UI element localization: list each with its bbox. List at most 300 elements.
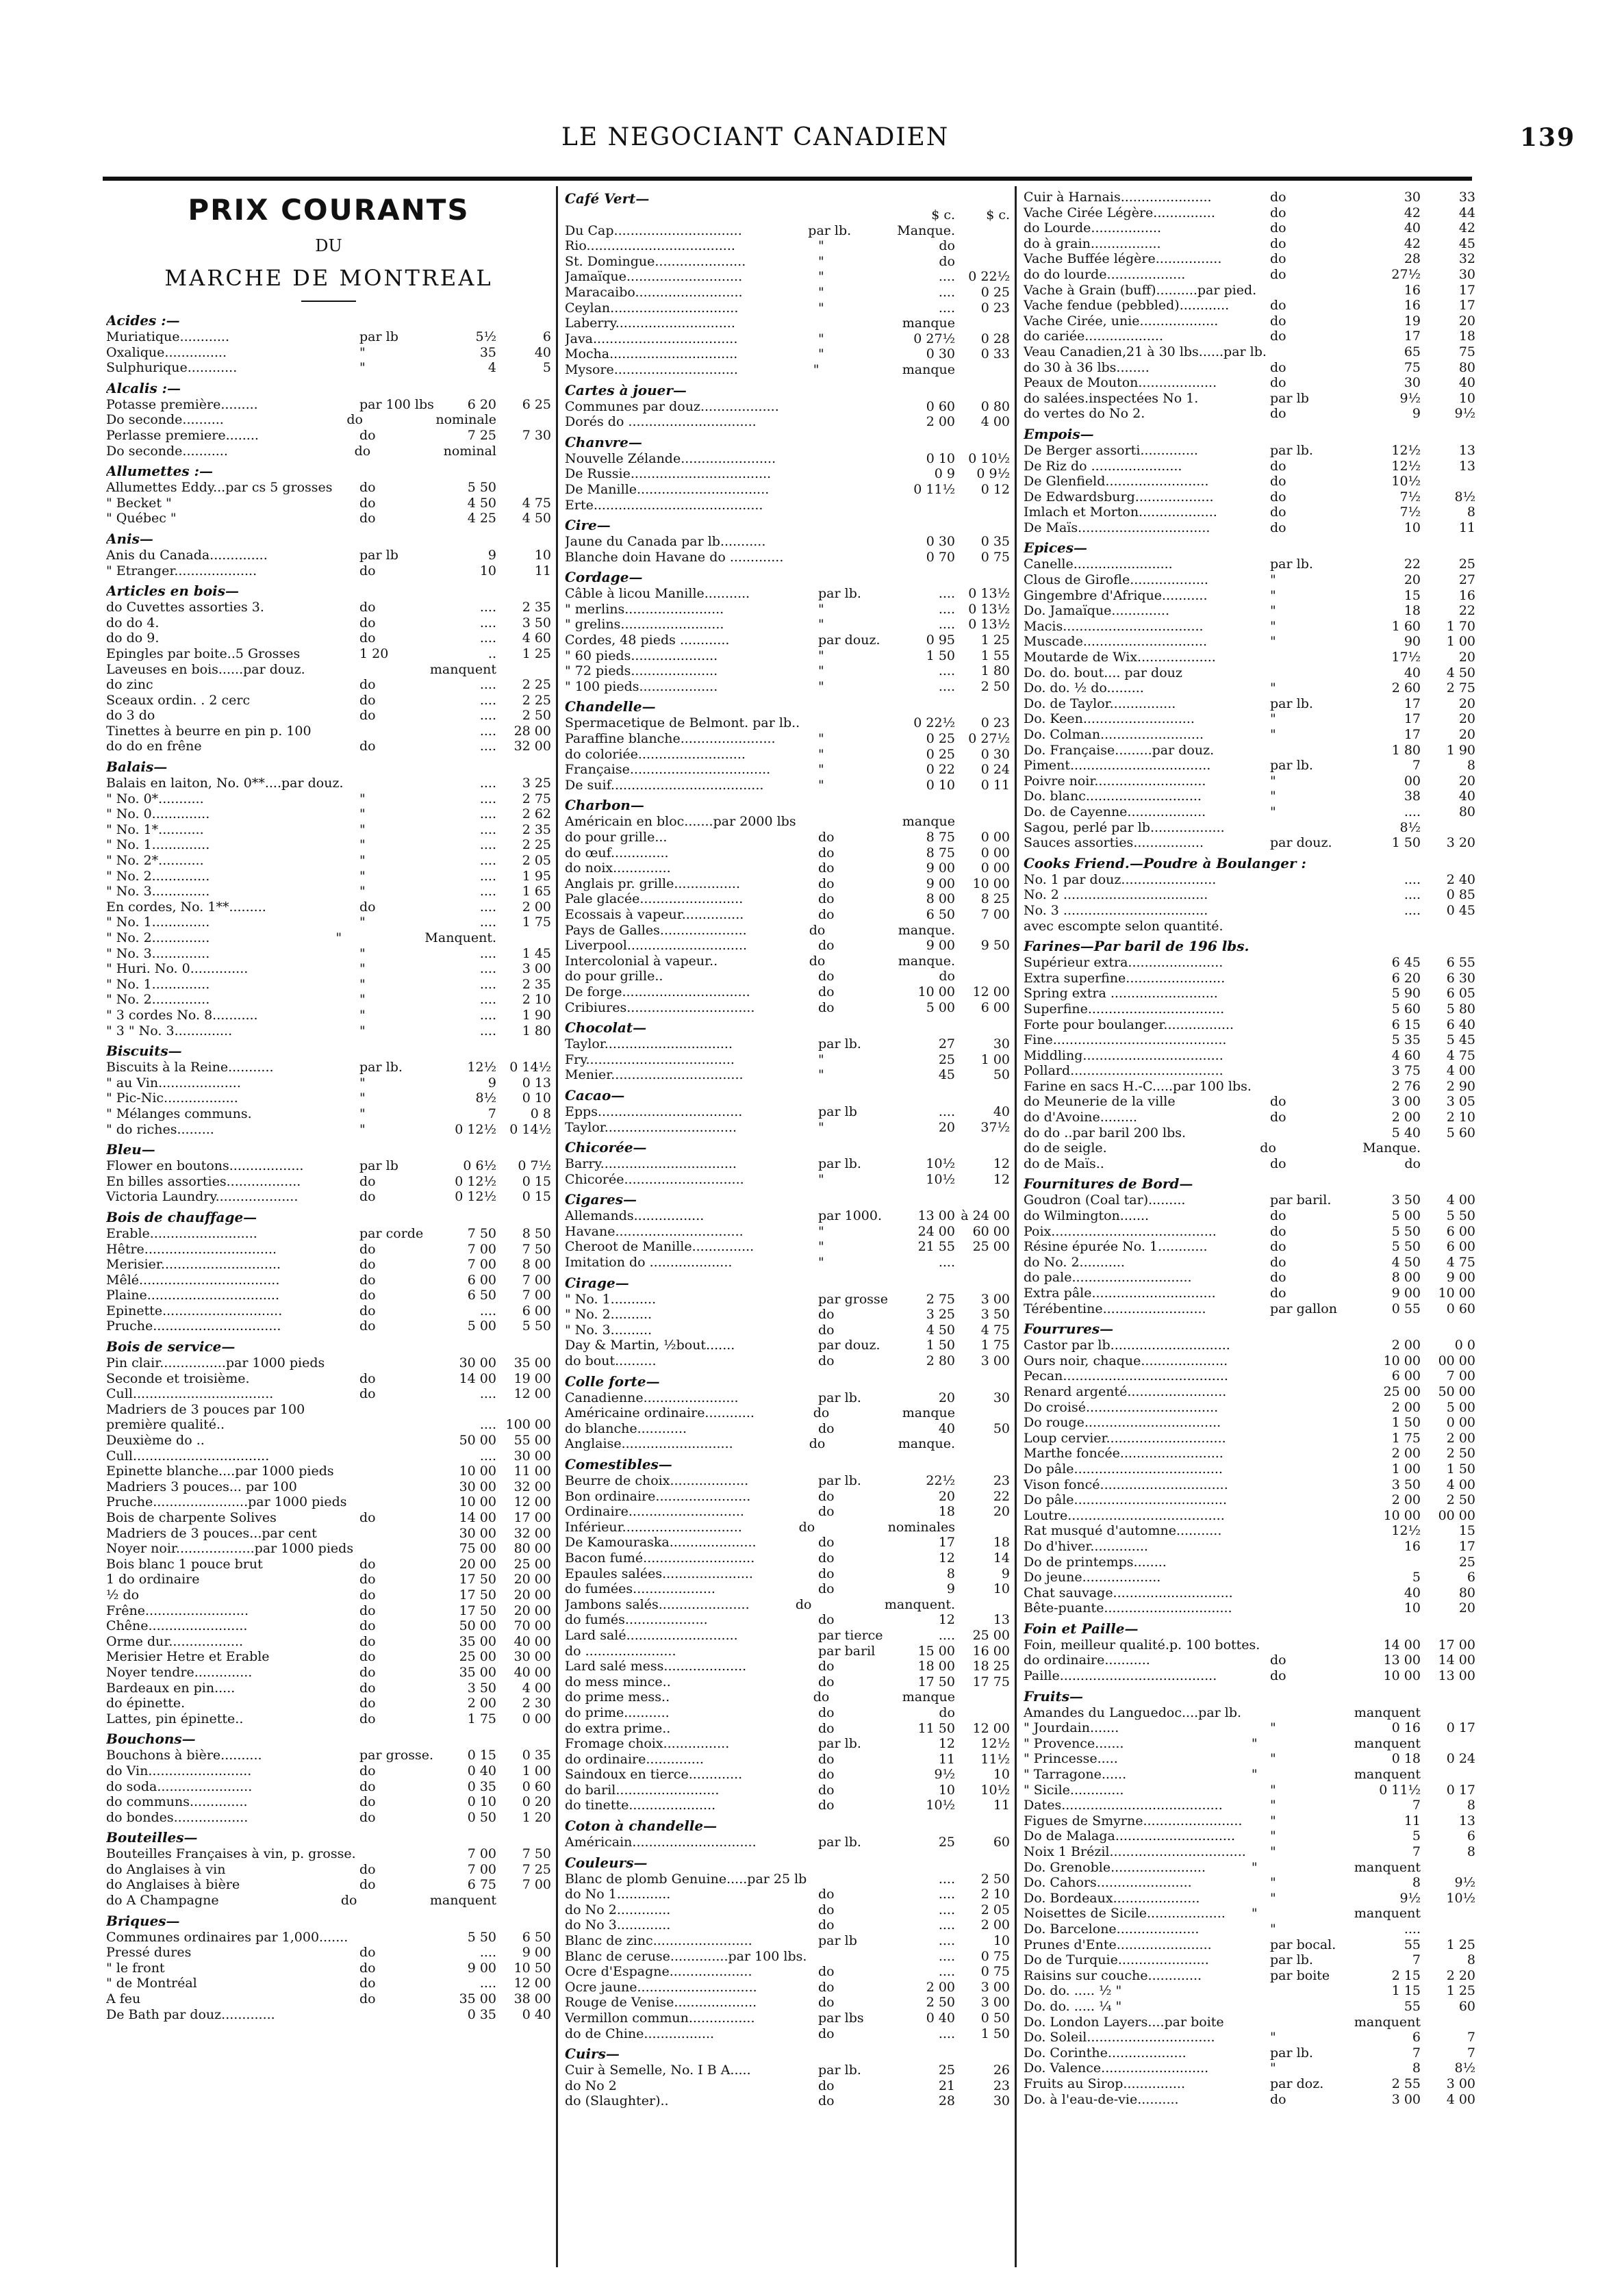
item-unit: do: [1270, 1286, 1286, 1301]
item-label: Do. Corinthe...................: [1024, 2045, 1187, 2061]
price-low: manquent: [1354, 1859, 1421, 1875]
price-high: 9½: [1454, 1875, 1475, 1891]
item-label: do do 9.: [106, 630, 160, 646]
item-label: Muscade..............................: [1024, 634, 1208, 650]
item-label: Rat musqué d'automne...........: [1024, 1523, 1222, 1539]
price-low: ....: [479, 992, 496, 1008]
price-row: [1024, 2061, 1475, 2076]
price-row: [1024, 489, 1475, 505]
price-high: 0 40: [522, 2006, 551, 2022]
price-low: 00: [1404, 773, 1421, 789]
item-unit: par grosse: [818, 1291, 889, 1307]
price-row: [565, 1520, 1010, 1535]
section-heading: Fruits—: [1024, 1687, 1084, 1705]
section-heading: Bouteilles—: [106, 1829, 198, 1846]
item-unit: ": [818, 762, 824, 778]
item-label: Ceylan...............................: [565, 300, 739, 316]
item-unit: do: [818, 1917, 835, 1933]
item-label: Do. Bordeaux.....................: [1024, 1890, 1200, 1906]
item-label: do Anglaises à vin: [106, 1861, 226, 1877]
price-low: 6 20: [467, 396, 496, 412]
price-high: 23: [993, 2078, 1010, 2093]
price-high: 25 00: [513, 1556, 551, 1572]
price-high: 00 00: [1438, 1353, 1475, 1368]
item-label: Vache Buffée légère................: [1024, 251, 1222, 267]
item-label: 1 do ordinaire: [106, 1572, 200, 1587]
price-high: 13: [1458, 1813, 1475, 1828]
price-low: 42: [1404, 205, 1421, 220]
price-row: [106, 345, 551, 361]
price-low: 8 00: [926, 891, 955, 907]
item-unit: par 1000.: [818, 1208, 883, 1224]
price-low: 0 40: [926, 2011, 955, 2026]
item-label: Do de Turquie......................: [1024, 1952, 1209, 1968]
price-low: 18 00: [917, 1659, 955, 1674]
item-label: do cariée...................: [1024, 329, 1164, 344]
price-high: 25: [1458, 1554, 1475, 1570]
price-low: 12: [938, 1612, 955, 1628]
price-high: 17 00: [1438, 1637, 1475, 1653]
price-high: 4 75: [522, 495, 551, 511]
price-row: [565, 1504, 1010, 1520]
price-section: [106, 1338, 551, 1726]
price-low: 10 00: [1383, 1507, 1421, 1523]
item-unit: ": [818, 253, 824, 269]
price-row: [106, 1371, 551, 1387]
item-label: Imitation do ....................: [565, 1255, 733, 1271]
price-high: 6 30: [1446, 970, 1475, 986]
item-unit: ": [1270, 634, 1276, 650]
price-row: [565, 1338, 1010, 1353]
item-label: " Québec ": [106, 511, 177, 526]
price-low: 17: [1404, 711, 1421, 727]
item-unit: ": [359, 1106, 366, 1121]
price-high: 0 25: [980, 284, 1010, 300]
item-label: do Lourde.................: [1024, 220, 1162, 236]
price-low: 28: [1404, 251, 1421, 267]
price-row: [1024, 665, 1475, 681]
price-high: 10: [1458, 390, 1475, 406]
item-unit: par lb.: [1270, 2045, 1313, 2061]
item-unit: do: [359, 677, 376, 693]
item-label: Do. Cahors.......................: [1024, 1875, 1192, 1891]
price-row: [565, 969, 1010, 984]
price-section: [565, 190, 1010, 378]
price-row: [106, 1402, 551, 1418]
price-row: [106, 1226, 551, 1242]
price-low: 2 80: [926, 1353, 955, 1369]
price-high: 9 00: [1446, 1270, 1475, 1286]
price-high: 25: [1458, 557, 1475, 572]
item-unit: do: [818, 845, 835, 860]
price-row: [1024, 1906, 1475, 1922]
price-low: 7: [1412, 2045, 1421, 2061]
item-label: Anglaise...........................: [565, 1436, 733, 1452]
price-low: 40: [938, 1420, 955, 1436]
item-unit: ": [1270, 572, 1276, 588]
price-high: 20: [1458, 650, 1475, 665]
price-row: [1024, 1415, 1475, 1431]
price-low: ....: [938, 1933, 955, 1949]
price-row: [565, 1783, 1010, 1798]
item-label: do de seigle.: [1024, 1140, 1107, 1156]
price-high: 2 20: [1446, 1967, 1475, 1983]
item-unit: do: [813, 1689, 830, 1705]
price-row: [1024, 2092, 1475, 2108]
item-label: Jambons salés......................: [565, 1596, 750, 1612]
price-row: [106, 630, 551, 646]
price-row: [106, 1810, 551, 1826]
price-row: [1024, 1653, 1475, 1668]
price-row: [1024, 505, 1475, 520]
price-high: 5 80: [1446, 1001, 1475, 1017]
price-row: [1024, 360, 1475, 376]
item-label: Extra superfine........................: [1024, 970, 1226, 986]
price-row: [565, 1721, 1010, 1737]
price-row: [1024, 1017, 1475, 1033]
price-high: 0 30: [980, 746, 1010, 762]
price-row: [565, 2026, 1010, 2042]
column-rule-2: [1015, 186, 1017, 2267]
price-low: 10 00: [1383, 1668, 1421, 1684]
price-row: [106, 1189, 551, 1205]
price-low: 21 55: [917, 1239, 955, 1255]
price-low: 17: [1404, 329, 1421, 344]
price-low: 2 00: [926, 414, 955, 430]
item-unit: do: [818, 2093, 835, 2109]
price-low: 0 70: [926, 549, 955, 565]
price-row: [1024, 314, 1475, 329]
item-unit: do: [1270, 406, 1286, 422]
price-low: 30 00: [459, 1355, 496, 1371]
item-label: Peaux de Mouton...................: [1024, 375, 1217, 391]
item-unit: do: [359, 615, 376, 630]
item-label: De Riz do ......................: [1024, 458, 1182, 474]
price-row: [1024, 986, 1475, 1002]
section-heading: Fournitures de Bord—: [1024, 1175, 1193, 1192]
price-low: 0 12½: [455, 1173, 496, 1189]
price-high: 12 00: [972, 1720, 1010, 1736]
price-low: 25: [938, 1051, 955, 1067]
item-unit: ": [818, 346, 824, 362]
item-label: Cordes, 48 pieds ............: [565, 633, 730, 648]
price-row: [565, 954, 1010, 969]
price-high: 60: [1458, 1998, 1475, 2014]
price-row: [565, 1767, 1010, 1783]
price-low: 5 40: [1391, 1125, 1421, 1140]
price-high: 2 00: [980, 1917, 1010, 1933]
price-row: [106, 600, 551, 615]
price-high: 0 75: [980, 1948, 1010, 1964]
item-unit: ": [359, 791, 366, 806]
price-high: 1 25: [522, 646, 551, 661]
item-label: Veau Canadien,21 à 30 lbs......par lb.: [1024, 344, 1267, 359]
price-high: 0 23: [980, 715, 1010, 731]
price-row: [565, 2093, 1010, 2109]
price-high: 5: [542, 360, 551, 376]
price-row: [1024, 572, 1475, 588]
price-low: 14 00: [1383, 1637, 1421, 1653]
item-unit: par lb: [818, 1104, 857, 1119]
price-row: [565, 223, 1010, 239]
price-low: ....: [938, 284, 955, 300]
price-low: ....: [938, 269, 955, 285]
price-low: 40: [1404, 1585, 1421, 1600]
price-low: 17: [938, 1535, 955, 1551]
item-unit: par lb.: [1270, 1952, 1313, 1968]
price-low: 5 00: [467, 1318, 496, 1334]
price-low: ....: [938, 1964, 955, 1980]
price-high: 2 50: [980, 1871, 1010, 1887]
price-low: 17 50: [459, 1603, 496, 1618]
price-row: [106, 869, 551, 884]
item-unit: ": [359, 1075, 366, 1090]
item-label: Noisettes de Sicile...................: [1024, 1906, 1226, 1922]
price-row: [565, 1674, 1010, 1690]
price-high: $ c.: [986, 207, 1010, 222]
price-high: 16: [1458, 587, 1475, 603]
price-row: [1024, 1110, 1475, 1125]
item-label: Deuxième do ..: [106, 1433, 205, 1449]
price-row: [1024, 1446, 1475, 1462]
price-high: 2 62: [522, 806, 551, 822]
masthead-rule: [301, 301, 356, 302]
item-unit: par lb.: [1270, 758, 1313, 774]
price-row: [565, 1489, 1010, 1505]
price-high: 38 00: [513, 1991, 551, 2007]
item-unit: do: [818, 1504, 835, 1520]
price-high: 2 35: [522, 600, 551, 615]
price-low: ....: [479, 739, 496, 754]
item-unit: do: [1270, 235, 1286, 251]
price-row: [1024, 520, 1475, 536]
section-heading: Empois—: [1024, 425, 1094, 442]
item-label: Ours noir, chaque.....................: [1024, 1353, 1228, 1368]
item-label: Moutarde de Wix...................: [1024, 650, 1216, 665]
price-row: [106, 662, 551, 678]
price-section: [1024, 1320, 1475, 1616]
price-high: 8: [1467, 1798, 1475, 1813]
item-label: Mêlé..................................: [106, 1272, 280, 1288]
price-row: [565, 984, 1010, 1000]
price-high: 6 00: [522, 1303, 551, 1318]
item-unit: do: [818, 1488, 835, 1504]
price-high: 0 00: [980, 860, 1010, 876]
item-unit: do: [809, 922, 826, 938]
price-low: 20: [938, 1119, 955, 1135]
price-high: 100 00: [505, 1417, 551, 1433]
price-high: 17 00: [513, 1510, 551, 1525]
item-unit: do: [359, 1960, 376, 1976]
price-section: [106, 758, 551, 1038]
item-unit: par bocal.: [1270, 1937, 1336, 1952]
price-high: 9 50: [980, 938, 1010, 954]
price-low: 11 50: [917, 1720, 955, 1736]
price-high: 4 00: [1446, 1192, 1475, 1208]
item-unit: ": [1270, 711, 1276, 727]
price-row: [565, 762, 1010, 778]
price-low: 5 00: [1391, 1208, 1421, 1224]
price-row: [565, 466, 1010, 482]
price-row: [1024, 1523, 1475, 1539]
item-unit: par lb.: [1270, 442, 1313, 458]
price-row: [106, 961, 551, 977]
item-unit: par lb: [359, 547, 398, 563]
price-row: [106, 1433, 551, 1449]
price-low: ....: [479, 1303, 496, 1318]
item-unit: do: [1270, 1156, 1286, 1171]
price-high: 1 45: [522, 945, 551, 961]
price-high: 40: [534, 344, 551, 360]
price-low: 4: [487, 360, 496, 376]
price-row: [106, 1711, 551, 1727]
price-row: [565, 1902, 1010, 1918]
price-row: [1024, 1922, 1475, 1937]
item-unit: do: [359, 1649, 376, 1665]
price-low: 0 30: [926, 534, 955, 550]
item-label: Plaine................................: [106, 1288, 280, 1303]
item-label: De Bath par douz.............: [106, 2006, 275, 2022]
item-unit: ": [359, 821, 366, 837]
price-low: 5 00: [926, 999, 955, 1015]
price-high: 12 00: [513, 1494, 551, 1510]
price-low: manque: [902, 814, 955, 830]
price-low: manque: [902, 361, 955, 377]
item-unit: ": [1251, 1859, 1258, 1875]
price-row: [106, 739, 551, 754]
section-heading: Biscuits—: [106, 1043, 182, 1060]
item-label: Mysore..............................: [565, 361, 738, 377]
price-high: 4 00: [1446, 1477, 1475, 1492]
price-high: 1 55: [980, 648, 1010, 663]
item-label: do mess mince..: [565, 1674, 671, 1689]
item-label: Imlach et Morton...................: [1024, 505, 1217, 520]
price-row: [1024, 406, 1475, 422]
price-row: [1024, 835, 1475, 851]
price-low: 90: [1404, 634, 1421, 650]
price-row: [1024, 887, 1475, 903]
price-row: [565, 269, 1010, 285]
price-row: [1024, 1555, 1475, 1570]
price-low: manquent: [1354, 1906, 1421, 1922]
price-section: [565, 1373, 1010, 1452]
item-unit: par lb: [359, 1158, 398, 1174]
item-label: Do seconde..........: [106, 412, 224, 428]
item-label: Raisins sur couche.............: [1024, 1967, 1202, 1983]
price-row: [1024, 1891, 1475, 1906]
item-label: " No. 3..............: [106, 945, 210, 961]
price-high: 60: [993, 1835, 1010, 1850]
price-row: [106, 1862, 551, 1878]
price-low: do: [939, 253, 955, 269]
item-label: do extra prime..: [565, 1720, 671, 1736]
price-low: 7: [1412, 1798, 1421, 1813]
price-high: 12 00: [513, 1386, 551, 1402]
price-low: 75: [1404, 359, 1421, 375]
price-row: [565, 550, 1010, 565]
price-row: [1024, 1140, 1475, 1156]
price-high: 30 00: [513, 1448, 551, 1464]
item-unit: ": [1270, 2061, 1276, 2076]
price-row: [565, 633, 1010, 648]
price-low: 25: [938, 2063, 955, 2078]
price-high: 2 25: [522, 837, 551, 853]
price-high: 23: [993, 1473, 1010, 1488]
price-high: 17: [1458, 298, 1475, 314]
item-unit: do: [359, 1633, 376, 1649]
price-low: 65: [1404, 344, 1421, 359]
price-low: ....: [938, 663, 955, 679]
item-unit: do: [1270, 205, 1286, 220]
item-unit: do: [359, 1241, 376, 1257]
price-low: 35 00: [459, 1633, 496, 1649]
section-heading: Cordage—: [565, 569, 643, 586]
item-label: Blanc de plomb Genuine.....par 25 lb: [565, 1871, 807, 1887]
price-high: 17 75: [972, 1674, 1010, 1689]
price-high: 11 00: [513, 1464, 551, 1479]
item-unit: do: [1270, 190, 1286, 205]
item-label: Do. Jamaïque..............: [1024, 603, 1169, 619]
price-low: 6: [1412, 2030, 1421, 2045]
item-label: do Cuvettes assorties 3.: [106, 600, 264, 615]
price-row: [1024, 1999, 1475, 2015]
price-low: 8: [1412, 2061, 1421, 2076]
price-row: [106, 853, 551, 869]
price-section: [565, 796, 1010, 1015]
price-row: [1024, 603, 1475, 619]
price-low: 6 50: [467, 1288, 496, 1303]
price-low: 2 76: [1391, 1078, 1421, 1094]
price-high: 6 00: [980, 999, 1010, 1015]
price-row: [106, 1681, 551, 1696]
price-low: $ c.: [931, 207, 955, 222]
price-high: 2 50: [980, 678, 1010, 694]
item-unit: do: [818, 1659, 835, 1674]
item-label: Anglais pr. grille................: [565, 876, 740, 891]
price-low: 5 90: [1391, 986, 1421, 1002]
price-section: [565, 568, 1010, 694]
price-row: [106, 724, 551, 739]
price-high: 19 00: [513, 1370, 551, 1386]
price-low: 0 18: [1391, 1751, 1421, 1767]
item-unit: do: [359, 739, 376, 754]
section-heading: Cacao—: [565, 1086, 625, 1104]
price-high: 0 17: [1446, 1720, 1475, 1736]
price-high: 2 00: [1446, 1430, 1475, 1446]
price-low: 13 00: [1383, 1653, 1421, 1668]
item-unit: do: [359, 495, 376, 511]
price-low: 2 00: [1391, 1110, 1421, 1125]
section-heading: Café Vert—: [565, 190, 650, 207]
price-high: 1 50: [1446, 1461, 1475, 1477]
item-unit: ": [818, 648, 824, 663]
price-row: [106, 1464, 551, 1479]
item-unit: par lb: [818, 1933, 857, 1949]
price-low: 2 50: [926, 1995, 955, 2011]
item-label: " No. 1...........: [565, 1291, 657, 1307]
price-high: 0 14½: [509, 1060, 551, 1075]
price-low: 5: [1412, 1570, 1421, 1585]
item-label: Dorés do ...............................: [565, 414, 757, 430]
price-low: ....: [479, 899, 496, 915]
item-label: Américaine ordinaire............: [565, 1405, 754, 1421]
item-label: " 3 " No. 3..............: [106, 1023, 233, 1038]
item-label: Do. Barcelone....................: [1024, 1921, 1200, 1937]
price-row: [1024, 1094, 1475, 1110]
item-label: Prunes d'Ente.......................: [1024, 1937, 1212, 1952]
price-high: 50: [993, 1420, 1010, 1436]
price-high: 0 10½: [968, 450, 1010, 466]
